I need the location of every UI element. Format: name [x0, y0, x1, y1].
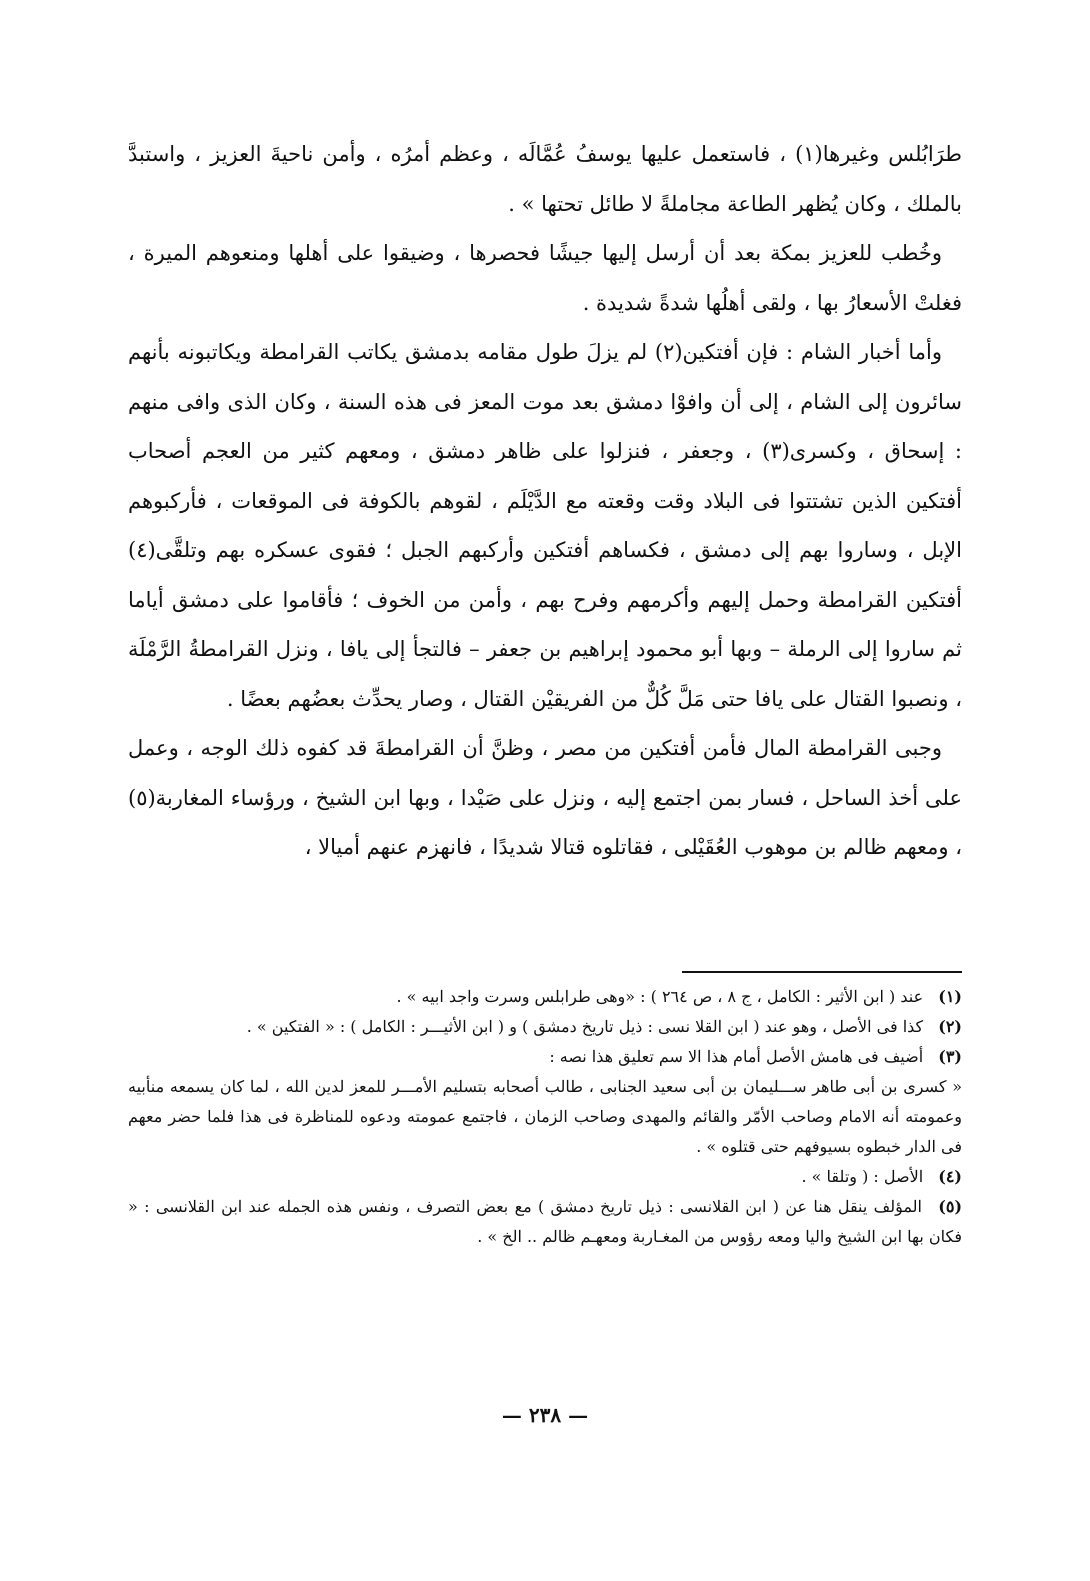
footnote-number: (٣) [938, 1047, 962, 1066]
body-paragraph: وأما أخبار الشام : فإن أفتكين(٢) لم يزلَ طول مقامه بدمشق يكاتب القرامطة ويكاتبونه بأنهم سائرون إلى الشام ، إلى أن وافوْا دمشق بعد موت المعز فى هذه السنة ، وكان الذى وافى منهم : إسحاق ، وكسرى(٣) ، وجعفر ، فنزلوا على ظاهر دمشق ، ومعهم كثير من العجم أصحاب أفتكين الذين تشتتوا فى البلاد وقت وقعته مع الدَّيْلَم ، لقوهم بالكوفة فى الموقعات ، فأركبوهم الإبل ، وساروا بهم إلى دمشق ، فكساهم أفتكين وأركبهم الجبل ؛ فقوى عسكره بهم وتلقَّى(٤) أفتكين القرامطة وحمل إليهم وأكرمهم وفرح بهم ، وأمن من الخوف ؛ فأقاموا على دمشق أياما ثم ساروا إلى الرملة – وبها أبو محمود إبراهيم بن جعفر – فالتجأ إلى يافا ، ونزل القرامطةُ الرَّمْلَة ، ونصبوا القتال على يافا حتى مَلَّ كُلٌّ من الفريقيْن القتال ، وصار يحدِّث بعضُهم بعضًا . [128, 340, 962, 711]
body-paragraph: وخُطب للعزيز بمكة بعد أن أرسل إليها جيشًا فحصرها ، وضيقوا على أهلها ومنعوهم الميرة ، فغلتْ الأسعارُ بها ، ولقى أهلُها شدةً شديدة . [128, 241, 962, 315]
footnote-text: الأصل : ( وتلقا » . [801, 1167, 924, 1186]
footnote-2 [128, 1012, 962, 1042]
footnote-text: المؤلف ينقل هنا عن ( ابن القلانسى : ذيل تاريخ دمشق ) مع بعض التصرف ، ونفس هذه الجمله عند ابن القلانسى : « فكان بها ابن الشيخ واليا ومعه رؤوس من المغـاربة ومعهـم ظالم .. الخ » . [128, 1197, 962, 1246]
footnote-3-quote [128, 1072, 962, 1162]
footnote-text: « كسرى بن أبى طاهر ســـليمان بن أبى سعيد الجنابى ، طالب أصحابه بتسليم الأمـــر للمعز لدين الله ، لما كان يسمعه منأبيه وعمومته أنه الامام وصاحب الأمّر والقائم والمهدى وصاحب الزمان ، فاجتمع عمومته ودعوه للمناظرة فى هذا فلما حضر معهم فى الدار خبطوه بسيوفهم حتى قتلوه » . [128, 1077, 962, 1156]
footnote-number: (١) [938, 987, 962, 1006]
footnote-number: (٢) [938, 1017, 962, 1036]
footnote-number: (٤) [938, 1167, 962, 1186]
footnote-number: (٥) [938, 1197, 963, 1216]
footnote-text: أضيف فى هامش الأصل أمام هذا الا سم تعليق هذا نصه : [549, 1047, 924, 1066]
page-number: — ٢٣٨ — [501, 1403, 589, 1427]
footnote-1 [128, 982, 962, 1012]
footnote-5 [128, 1192, 962, 1252]
body-paragraph: وجبى القرامطة المال فأمن أفتكين من مصر ، وظنَّ أن القرامطةَ قد كفوه ذلك الوجه ، وعمل على أخذ الساحل ، فسار بمن اجتمع إليه ، ونزل على صَيْدا ، وبها ابن الشيخ ، ورؤساء المغاربة(٥) ، ومعهم ظالم بن موهوب العُقَيْلى ، فقاتلوه قتالا شديدًا ، فانهزم عنهم أميالا ، [128, 736, 962, 859]
footnote-text: كذا فى الأصل ، وهو عند ( ابن القلا نسى : ذيل تاريخ دمشق ) و ( ابن الأثيـــر : الكامل ) : « الفتكين » . [246, 1017, 924, 1036]
footnote-3 [128, 1042, 962, 1072]
footnote-text: عند ( ابن الأثير : الكامل ، ج ٨ ، ص ٢٦٤ ) : «وهى طرابلس وسرت واجد ابيه » . [396, 987, 924, 1006]
body-paragraph: طرَابُلس وغيرها(١) ، فاستعمل عليها يوسفُ عُمَّالَه ، وعظم أمرُه ، وأمن ناحيةَ العزيز ، واستبدَّ بالملك ، وكان يُظهر الطاعة مجاملةً لا طائل تحتها » . [128, 142, 963, 216]
footnote-4 [128, 1162, 962, 1192]
footnotes-section [128, 982, 962, 1252]
footnote-divider [682, 971, 962, 973]
